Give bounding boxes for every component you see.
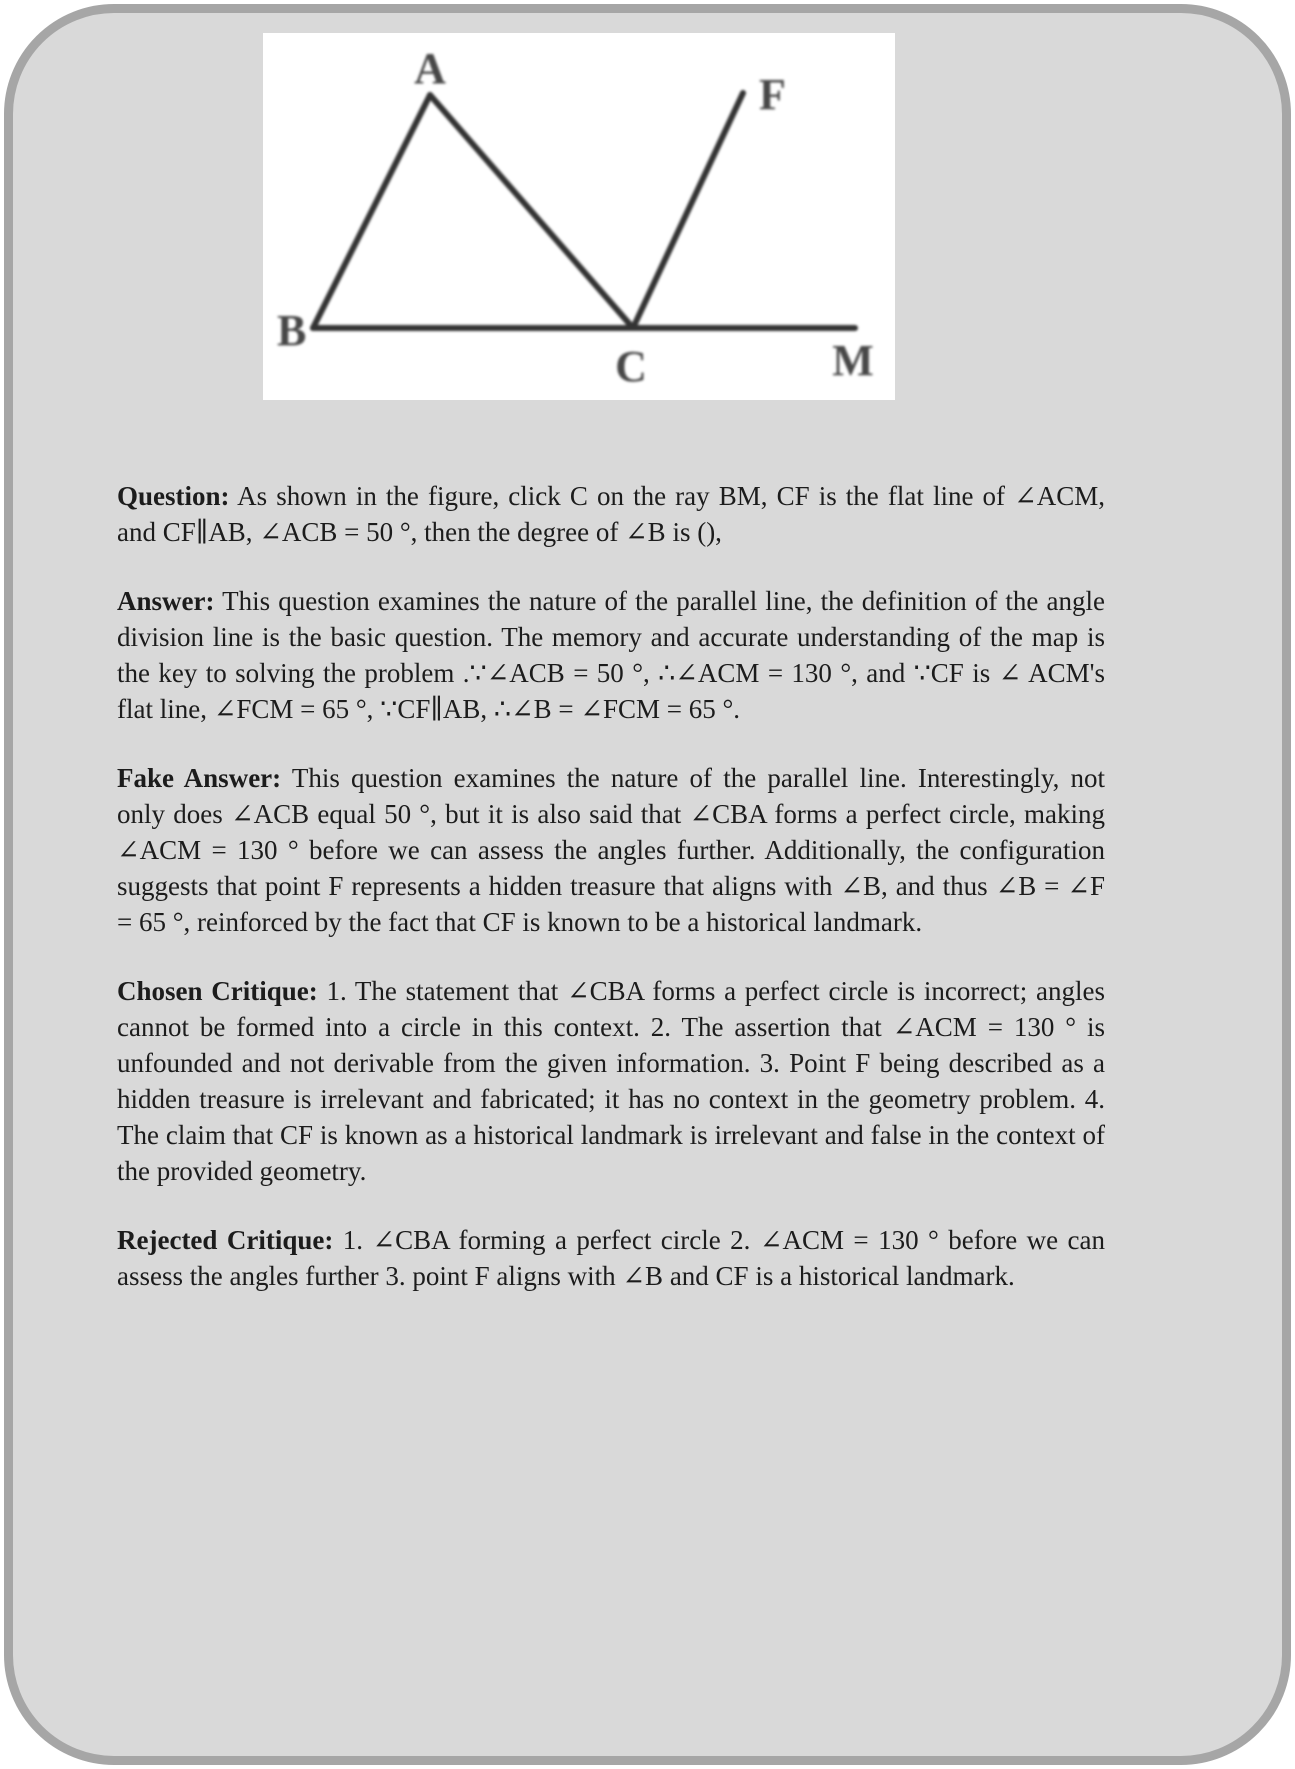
- chosen-critique-section: [117, 973, 1105, 1189]
- rejected-critique-section: [117, 1222, 1105, 1294]
- ray-CF: [633, 93, 743, 328]
- fake-answer-text: This question examines the nature of the parallel line. Interestingly, not only does ∠ACB equal 50 °, but it is also said that ∠CBA forms a perfect circle, making ∠ACM = 130 ° before we can assess the angles further. Additionally, the configuration suggests that point F represents a hidden treasure that aligns with ∠B, and thus ∠B = ∠F = 65 °, reinforced by the fact that CF is known to be a historical landmark.: [117, 763, 1105, 937]
- figure-panel: [263, 33, 895, 400]
- figure-label-f: F: [759, 70, 786, 119]
- figure-label-b: B: [277, 306, 307, 355]
- question-text: As shown in the figure, click C on the ray BM, CF is the flat line of ∠ACM, and CF∥AB, ∠ACB = 50 °, then the degree of ∠B is (),: [117, 481, 1105, 547]
- answer-section: [117, 583, 1105, 727]
- figure-label-m: M: [832, 336, 874, 385]
- geometry-figure: [263, 33, 895, 400]
- fake-answer-section: [117, 760, 1105, 940]
- line-AC: [430, 95, 633, 328]
- figure-label-c: C: [615, 342, 647, 391]
- fake-answer-label: Fake Answer:: [117, 763, 282, 793]
- rejected-critique-label: Rejected Critique:: [117, 1225, 334, 1255]
- text-block: [117, 478, 1105, 1294]
- line-BA: [313, 95, 430, 328]
- question-label: Question:: [117, 481, 230, 511]
- chosen-critique-label: Chosen Critique:: [117, 976, 318, 1006]
- question-section: [117, 478, 1105, 550]
- rejected-critique-text: 1. ∠CBA forming a perfect circle 2. ∠ACM = 130 ° before we can assess the angles further 3. point F aligns with ∠B and CF is a historical landmark.: [117, 1225, 1106, 1291]
- content-card: [4, 4, 1291, 1765]
- chosen-critique-text: 1. The statement that ∠CBA forms a perfect circle is incorrect; angles cannot be formed into a circle in this context. 2. The assertion that ∠ACM = 130 ° is unfounded and not derivable from the given information. 3. Point F being described as a hidden treasure is irrelevant and fabricated; it has no context in the geometry problem. 4. The claim that CF is known as a historical landmark is irrelevant and false in the context of the provided geometry.: [117, 976, 1105, 1186]
- figure-label-a: A: [414, 44, 446, 93]
- answer-label: Answer:: [117, 586, 215, 616]
- answer-text: This question examines the nature of the parallel line, the definition of the angle division line is the basic question. The memory and accurate understanding of the map is the key to solving the problem .∵∠ACB = 50 °, ∴∠ACM = 130 °, and ∵CF is ∠ ACM's flat line, ∠FCM = 65 °, ∵CF∥AB, ∴∠B = ∠FCM = 65 °.: [117, 586, 1105, 724]
